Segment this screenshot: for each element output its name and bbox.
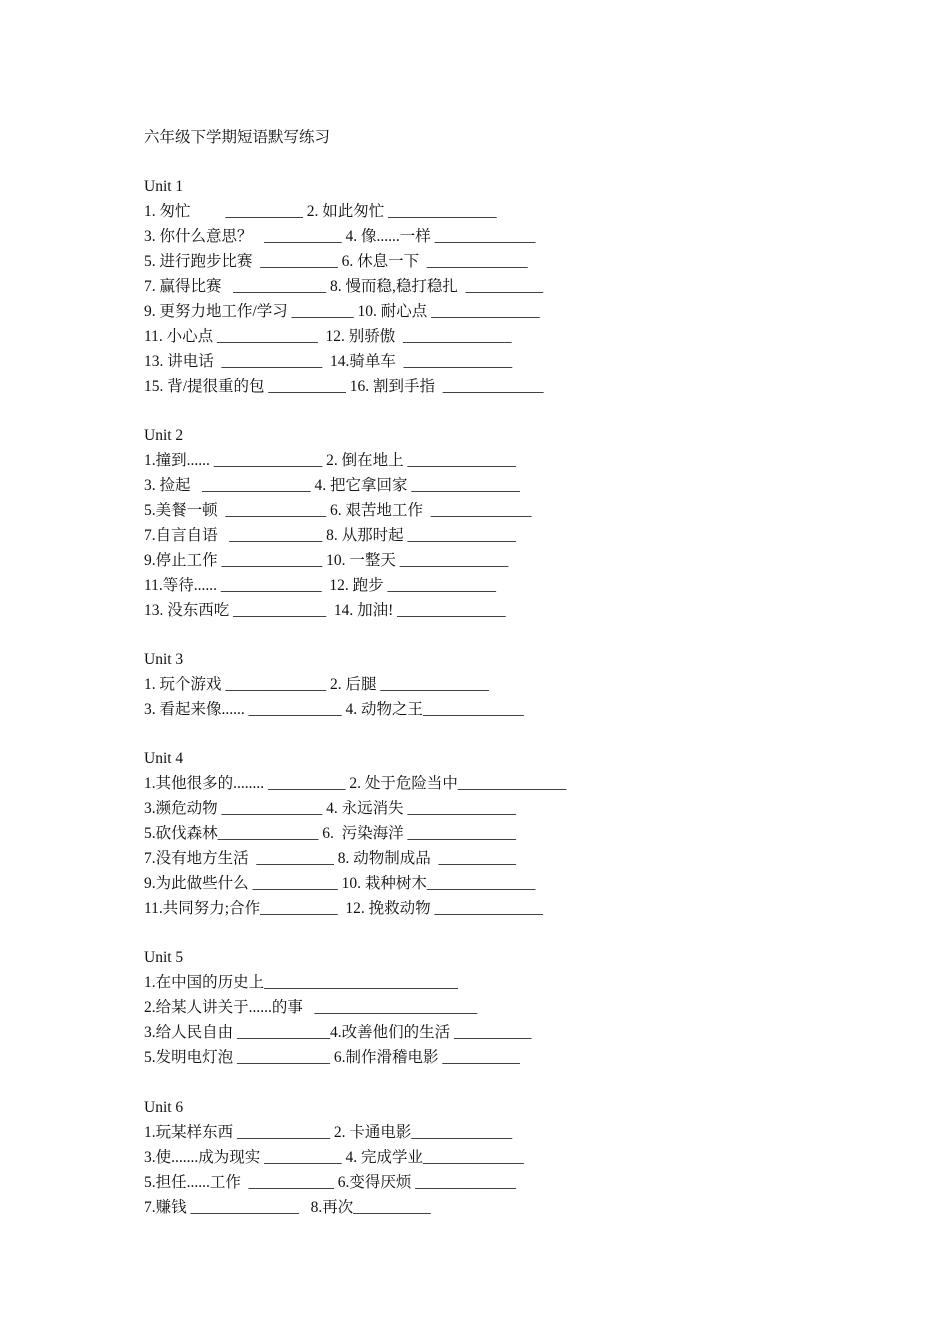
phrase-line: 2.给某人讲关于......的事 _____________________ bbox=[144, 999, 478, 1016]
phrase-line: 3.濒危动物 _____________ 4. 永远消失 ______________ bbox=[144, 800, 517, 817]
phrase-line: 7.自言自语 ____________ 8. 从那时起 ______________ bbox=[144, 527, 517, 544]
phrase-line: 1.玩某样东西 ____________ 2. 卡通电影_____________ bbox=[144, 1124, 513, 1141]
phrase-line: 9. 更努力地工作/学习 ________ 10. 耐心点 ______________ bbox=[144, 303, 540, 320]
unit-heading: Unit 6 bbox=[144, 1099, 184, 1116]
phrase-line: 7. 赢得比赛 ____________ 8. 慢而稳,稳打稳扎 __________ bbox=[144, 278, 544, 295]
unit-heading: Unit 4 bbox=[144, 750, 184, 767]
phrase-line: 1. 匆忙 __________ 2. 如此匆忙 ______________ bbox=[144, 203, 497, 220]
phrase-line: 11.等待...... _____________ 12. 跑步 ______________ bbox=[144, 577, 497, 594]
phrase-line: 7.赚钱 ______________ 8.再次__________ bbox=[144, 1199, 431, 1216]
phrase-line: 1.撞到...... ______________ 2. 倒在地上 ______________ bbox=[144, 452, 517, 469]
phrase-line: 1.在中国的历史上_________________________ bbox=[144, 974, 458, 991]
phrase-line: 3. 看起来像...... ____________ 4. 动物之王_____________ bbox=[144, 701, 524, 718]
unit-3-section bbox=[144, 647, 844, 722]
unit-heading: Unit 5 bbox=[144, 949, 184, 966]
phrase-line: 5.发明电灯泡 ____________ 6.制作滑稽电影 __________ bbox=[144, 1049, 520, 1066]
unit-4-section bbox=[144, 746, 844, 921]
phrase-line: 3. 捡起 ______________ 4. 把它拿回家 ______________ bbox=[144, 477, 520, 494]
phrase-line: 3.使.......成为现实 __________ 4. 完成学业_____________ bbox=[144, 1149, 524, 1166]
unit-5-section bbox=[144, 945, 844, 1070]
phrase-line: 3.给人民自由 ____________4.改善他们的生活 __________ bbox=[144, 1024, 532, 1041]
phrase-line: 1. 玩个游戏 _____________ 2. 后腿 ______________ bbox=[144, 676, 489, 693]
phrase-line: 1.其他很多的........ __________ 2. 处于危险当中______________ bbox=[144, 775, 567, 792]
unit-2-section bbox=[144, 423, 844, 623]
phrase-line: 5.砍伐森林_____________ 6. 污染海洋 ______________ bbox=[144, 825, 517, 842]
unit-1-section bbox=[144, 174, 844, 399]
phrase-line: 11.共同努力;合作__________ 12. 挽救动物 ______________ bbox=[144, 900, 543, 917]
phrase-line: 5.美餐一顿 _____________ 6. 艰苦地工作 _____________ bbox=[144, 502, 532, 519]
phrase-line: 7.没有地方生活 __________ 8. 动物制成品 __________ bbox=[144, 850, 517, 867]
phrase-line: 3. 你什么意思？ __________ 4. 像......一样 _____________ bbox=[144, 228, 536, 245]
phrase-line: 13. 没东西吃 ____________ 14. 加油! ______________ bbox=[144, 602, 506, 619]
unit-6-section bbox=[144, 1095, 844, 1220]
phrase-line: 13. 讲电话 _____________ 14.骑单车 ______________ bbox=[144, 353, 513, 370]
phrase-line: 9.为此做些什么 ___________ 10. 栽种树木______________ bbox=[144, 875, 536, 892]
page-title: 六年级下学期短语默写练习 bbox=[144, 129, 331, 146]
unit-heading: Unit 3 bbox=[144, 651, 184, 668]
unit-heading: Unit 2 bbox=[144, 427, 184, 444]
phrase-line: 11. 小心点 _____________ 12. 别骄傲 ______________ bbox=[144, 328, 512, 345]
phrase-line: 9.停止工作 _____________ 10. 一整天 ______________ bbox=[144, 552, 509, 569]
phrase-line: 5. 进行跑步比赛 __________ 6. 休息一下 _____________ bbox=[144, 253, 528, 270]
phrase-line: 15. 背/提很重的包 __________ 16. 割到手指 _____________ bbox=[144, 378, 544, 395]
phrase-line: 5.担任......工作 ___________ 6.变得厌烦 _____________ bbox=[144, 1174, 517, 1191]
unit-heading: Unit 1 bbox=[144, 178, 184, 195]
